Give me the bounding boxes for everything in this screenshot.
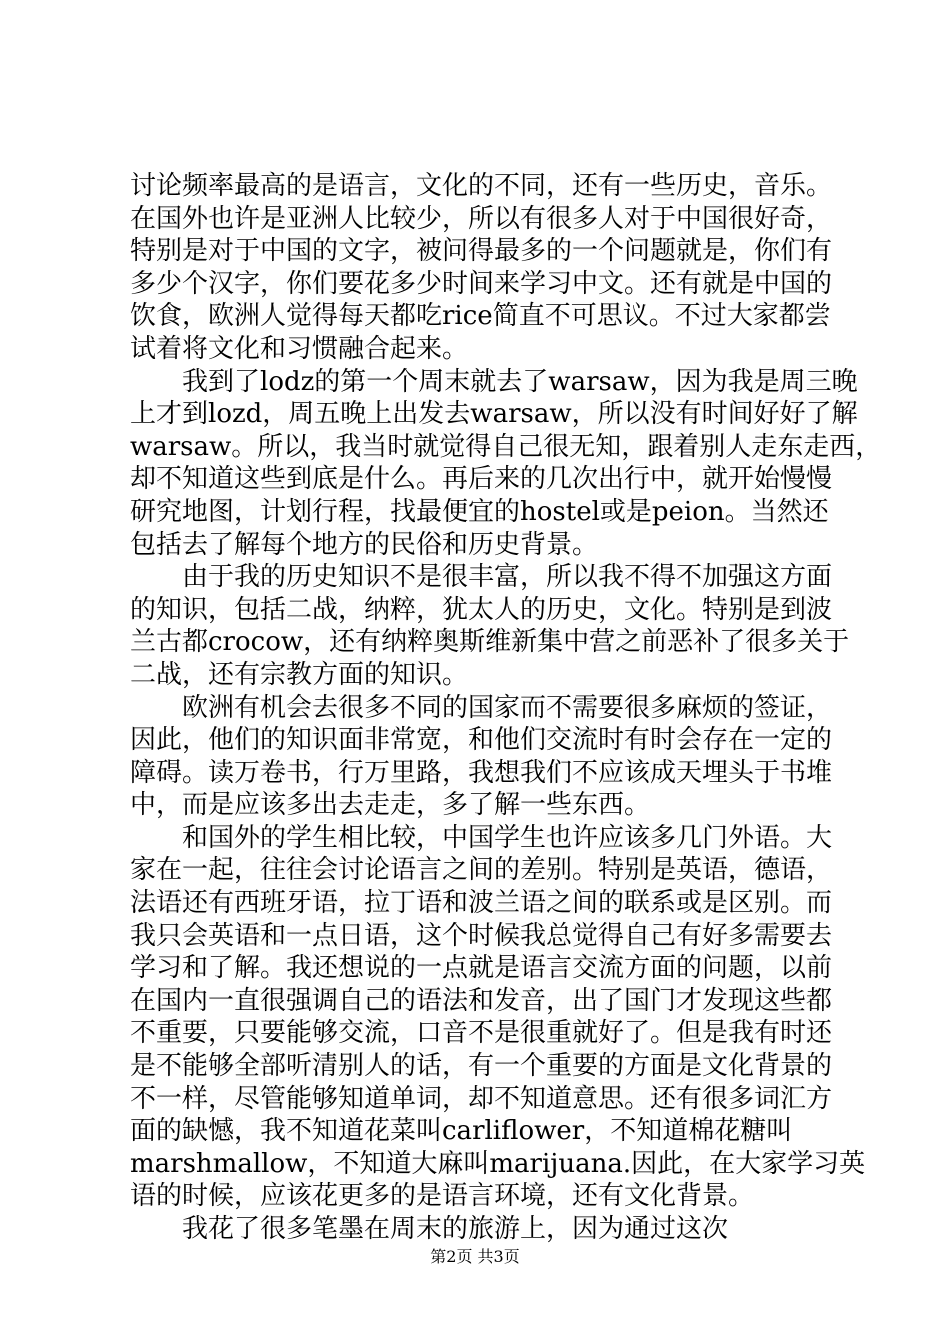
text-line: 中，而是应该多出去走走，多了解一些东西。 [130, 790, 651, 821]
text-line: 不一样，尽管能够知道单词，却不知道意思。还有很多词汇方 [130, 1083, 833, 1114]
text-line: 讨论频率最高的是语言，文化的不同，还有一些历史，音乐。 [130, 171, 833, 201]
text-line: 障碍。读万卷书，行万里路，我想我们不应该成天埋头于书堆 [130, 757, 833, 788]
text-line: 欧洲有机会去很多不同的国家而不需要很多麻烦的签证， [182, 692, 833, 723]
text-line: 和国外的学生相比较，中国学生也许应该多几门外语。大 [182, 822, 833, 853]
text-line: 饮食，欧洲人觉得每天都吃rice简直不可思议。不过大家都尝 [130, 301, 831, 332]
text-line: 却不知道这些到底是什么。再后来的几次出行中，就开始慢慢 [130, 464, 833, 495]
text-line: 二战，还有宗教方面的知识。 [130, 659, 469, 690]
text-line: 家在一起，往往会讨论语言之间的差别。特别是英语，德语， [130, 855, 833, 886]
text-line: 法语还有西班牙语，拉丁语和波兰语之间的联系或是区别。而 [130, 888, 833, 919]
text-line: 研究地图，计划行程，找最便宜的hostel或是peion。当然还 [130, 496, 829, 527]
text-line: 面的缺憾，我不知道花菜叫carliflower，不知道棉花糖叫 [130, 1116, 793, 1147]
text-line: 不重要，只要能够交流，口音不是很重就好了。但是我有时还 [130, 1018, 833, 1049]
text-line: 由于我的历史知识不是很丰富，所以我不得不加强这方面 [182, 562, 833, 593]
text-line: 试着将文化和习惯融合起来。 [130, 333, 469, 364]
text-line: 学习和了解。我还想说的一点就是语言交流方面的问题，以前 [130, 953, 833, 984]
text-line: 我到了lodz的第一个周末就去了warsaw，因为我是周三晚 [182, 366, 858, 397]
text-line: 上才到lozd，周五晚上出发去warsaw，所以没有时间好好了解 [130, 399, 858, 430]
text-line: 多少个汉字，你们要花多少时间来学习中文。还有就是中国的 [130, 268, 833, 299]
text-line: 因此，他们的知识面非常宽，和他们交流时有时会存在一定的 [130, 725, 833, 756]
text-line: 是不能够全部听清别人的话，有一个重要的方面是文化背景的 [130, 1051, 833, 1082]
page-footer [0, 1244, 950, 1267]
text-line: 包括去了解每个地方的民俗和历史背景。 [130, 529, 599, 560]
text-line: 语的时候，应该花更多的是语言环境，还有文化背景。 [130, 1181, 755, 1212]
text-line: warsaw。所以，我当时就觉得自己很无知，跟着别人走东走西， [130, 431, 882, 462]
text-line: 的知识，包括二战，纳粹，犹太人的历史，文化。特别是到波 [130, 594, 833, 625]
text-line: 我花了很多笔墨在周末的旅游上，因为通过这次 [182, 1214, 729, 1244]
body-text [130, 170, 882, 1246]
text-line: marshmallow，不知道大麻叫marijuana.因此，在大家学习英 [130, 1148, 866, 1179]
text-line: 兰古都crocow，还有纳粹奥斯维新集中营之前恶补了很多关于 [130, 627, 850, 658]
text-line: 特别是对于中国的文字，被问得最多的一个问题就是，你们有 [130, 236, 833, 267]
text-line: 在国外也许是亚洲人比较少，所以有很多人对于中国很好奇， [130, 203, 833, 234]
page-number: 第2页 共3页 [430, 1247, 520, 1266]
text-line: 在国内一直很强调自己的语法和发音，出了国门才发现这些都 [130, 985, 833, 1016]
text-line: 我只会英语和一点日语，这个时候我总觉得自己有好多需要去 [130, 920, 833, 951]
